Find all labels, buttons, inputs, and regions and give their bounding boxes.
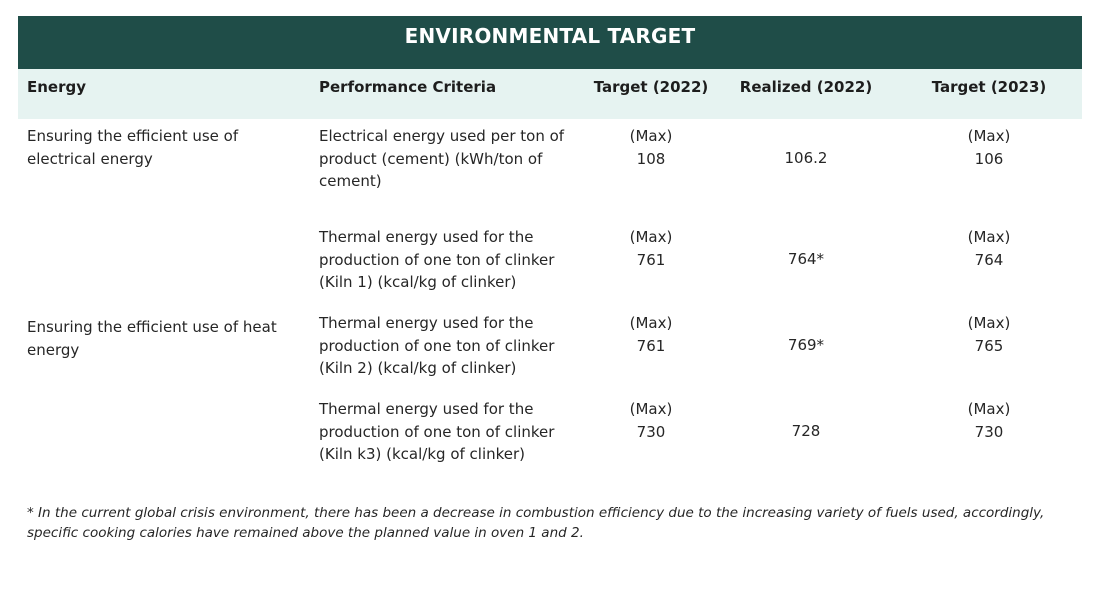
- target-value: 730: [974, 422, 1004, 441]
- realized-2022-cell: 106.2: [784, 149, 828, 167]
- target-2023-cell: [929, 226, 1049, 271]
- max-label: (Max): [967, 228, 1011, 246]
- max-label: (Max): [629, 400, 673, 418]
- target-value: 761: [636, 250, 666, 269]
- header-realized-2022: Realized (2022): [739, 78, 873, 96]
- max-label: (Max): [967, 400, 1011, 418]
- criteria-cell: Electrical energy used per ton of product (cement) (kWh/ton of cement): [319, 127, 565, 190]
- energy-group-electrical: Ensuring the efficient use of electrical energy: [27, 127, 239, 168]
- target-value: 106: [974, 149, 1004, 168]
- max-label: (Max): [629, 228, 673, 246]
- max-label: (Max): [629, 314, 673, 332]
- target-2023-cell: [929, 125, 1049, 170]
- target-value: 730: [636, 422, 666, 441]
- criteria-cell: Thermal energy used for the production of one ton of clinker (Kiln 2) (kcal/kg of clinker): [319, 314, 555, 377]
- target-value: 108: [636, 149, 666, 168]
- realized-2022-cell: 769*: [787, 336, 825, 354]
- criteria-cell: Thermal energy used for the production of one ton of clinker (Kiln 1) (kcal/kg of clinker): [319, 228, 555, 291]
- header-target-2023: Target (2023): [931, 78, 1047, 96]
- realized-2022-cell: 728: [791, 422, 821, 440]
- target-2022-cell: [591, 312, 711, 357]
- target-value: 764: [974, 250, 1004, 269]
- header-energy: Energy: [27, 78, 87, 96]
- table-title: ENVIRONMENTAL TARGET: [18, 16, 1082, 69]
- energy-group-heat: Ensuring the efficient use of heat energy: [27, 318, 277, 359]
- target-2023-cell: [929, 398, 1049, 443]
- max-label: (Max): [629, 127, 673, 145]
- criteria-cell: Thermal energy used for the production of one ton of clinker (Kiln k3) (kcal/kg of clinker): [319, 400, 555, 463]
- target-2022-cell: [591, 398, 711, 443]
- header-target-2022: Target (2022): [593, 78, 709, 96]
- max-label: (Max): [967, 127, 1011, 145]
- table-header-row: [18, 69, 1082, 119]
- header-performance-criteria: Performance Criteria: [319, 78, 497, 96]
- target-value: 765: [974, 336, 1004, 355]
- target-2023-cell: [929, 312, 1049, 357]
- target-value: 761: [636, 336, 666, 355]
- target-2022-cell: [591, 226, 711, 271]
- target-2022-cell: [591, 125, 711, 170]
- max-label: (Max): [967, 314, 1011, 332]
- footnote: * In the current global crisis environment, there has been a decrease in combustion efficiency due to the increasing variety of fuels used, accordingly, specific cooking calories have remained above the planned value in oven 1 and 2.: [27, 505, 1045, 541]
- realized-2022-cell: 764*: [787, 250, 825, 268]
